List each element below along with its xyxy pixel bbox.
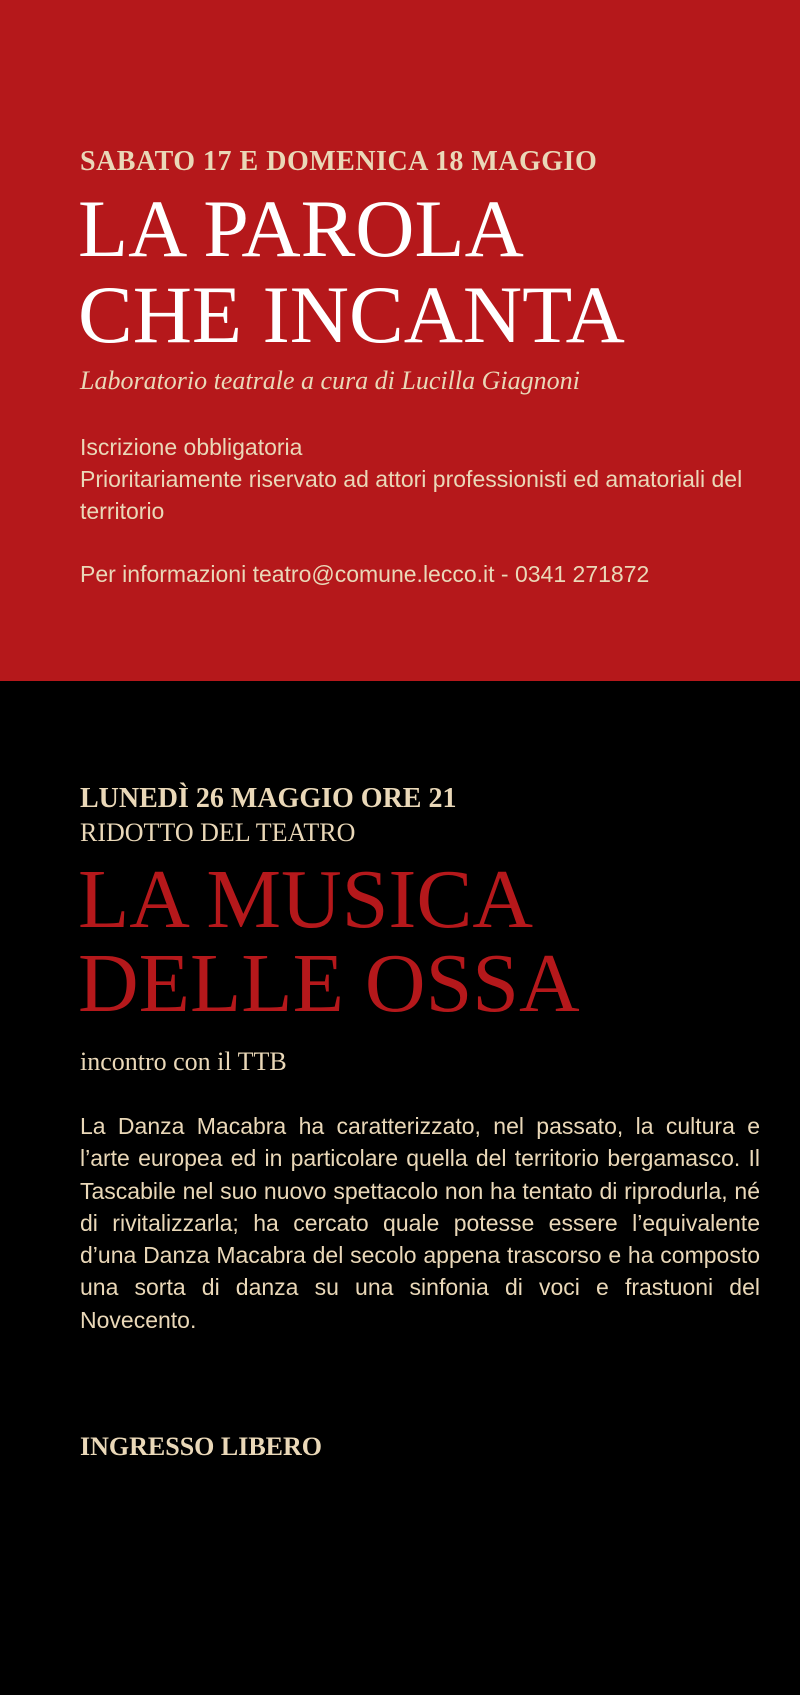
- workshop-title-line1: LA PAROLA: [78, 183, 524, 274]
- workshop-info: [80, 431, 770, 527]
- performance-venue: RIDOTTO DEL TEATRO: [80, 818, 356, 847]
- workshop-date: SABATO 17 E DOMENICA 18 MAGGIO: [80, 146, 598, 177]
- performance-title-line1: LA MUSICA: [78, 853, 534, 946]
- workshop-title-line2: CHE INCANTA: [78, 269, 625, 360]
- performance-date: LUNEDÌ 26 MAGGIO ORE 21: [80, 783, 457, 814]
- performance-title: [78, 853, 580, 1030]
- priority-note: Prioritariamente riservato ad attori professionisti ed amatoriali del territorio: [80, 466, 743, 524]
- workshop-subtitle: Laboratorio teatrale a cura di Lucilla Giagnoni: [80, 366, 580, 395]
- performance-description: La Danza Macabra ha caratterizzato, nel passato, la cultura e l’arte europea ed in particolare quella del territorio bergamasco. Il Tascabile nel suo nuovo spettacolo non ha tentato di riprodurla, né di rivitalizzarla; ha cercato quale potesse essere l’equivalente d’una Danza Macabra del secolo appena trascorso e ha composto una sorta di danza su una sinfonia di voci e frastuoni del Novecento.: [80, 1113, 760, 1333]
- contact-info: Per informazioni teatro@comune.lecco.it - 0341 271872: [80, 561, 650, 587]
- free-entry-label: INGRESSO LIBERO: [80, 1432, 323, 1461]
- workshop-title: [78, 183, 625, 360]
- workshop-section: [0, 0, 800, 681]
- registration-note: Iscrizione obbligatoria: [80, 434, 303, 460]
- performance-subtitle: incontro con il TTB: [80, 1047, 287, 1076]
- performance-title-line2: DELLE OSSA: [78, 937, 580, 1030]
